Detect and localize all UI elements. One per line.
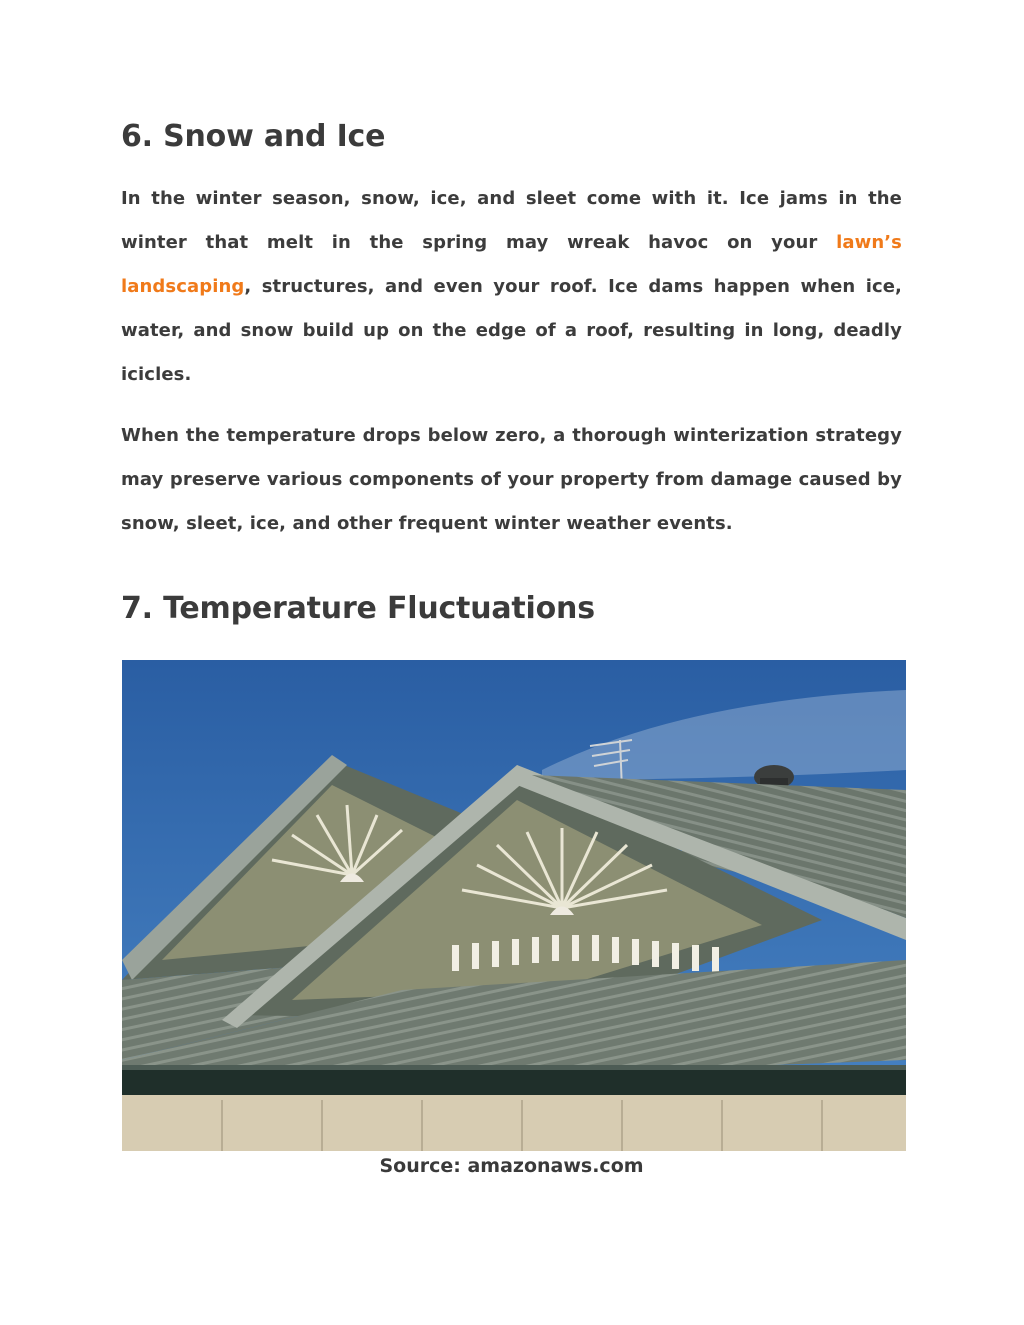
section-heading-snow-ice: 6. Snow and Ice — [121, 119, 386, 154]
paragraph-snow-ice-1 — [121, 177, 902, 397]
lawns-landscaping-link[interactable]: lawn’s landscaping — [121, 232, 902, 297]
image-caption: Source: amazonaws.com — [379, 1155, 644, 1177]
roof-photo — [122, 660, 906, 1151]
paragraph-text: , structures, and even your roof. Ice dams happen when ice, water, and snow build up on the edge of a roof, resulting in long, deadly icicles. — [121, 276, 902, 385]
paragraph-text: In the winter season, snow, ice, and sleet come with it. Ice jams in the winter that melt in the spring may wreak havoc on your — [121, 188, 902, 253]
paragraph-snow-ice-2: When the temperature drops below zero, a thorough winterization strategy may preserve various components of your property from damage caused by snow, sleet, ice, and other frequent winter weather events. — [121, 425, 902, 534]
roof-illustration — [122, 660, 906, 1151]
section-heading-temperature: 7. Temperature Fluctuations — [121, 591, 595, 626]
